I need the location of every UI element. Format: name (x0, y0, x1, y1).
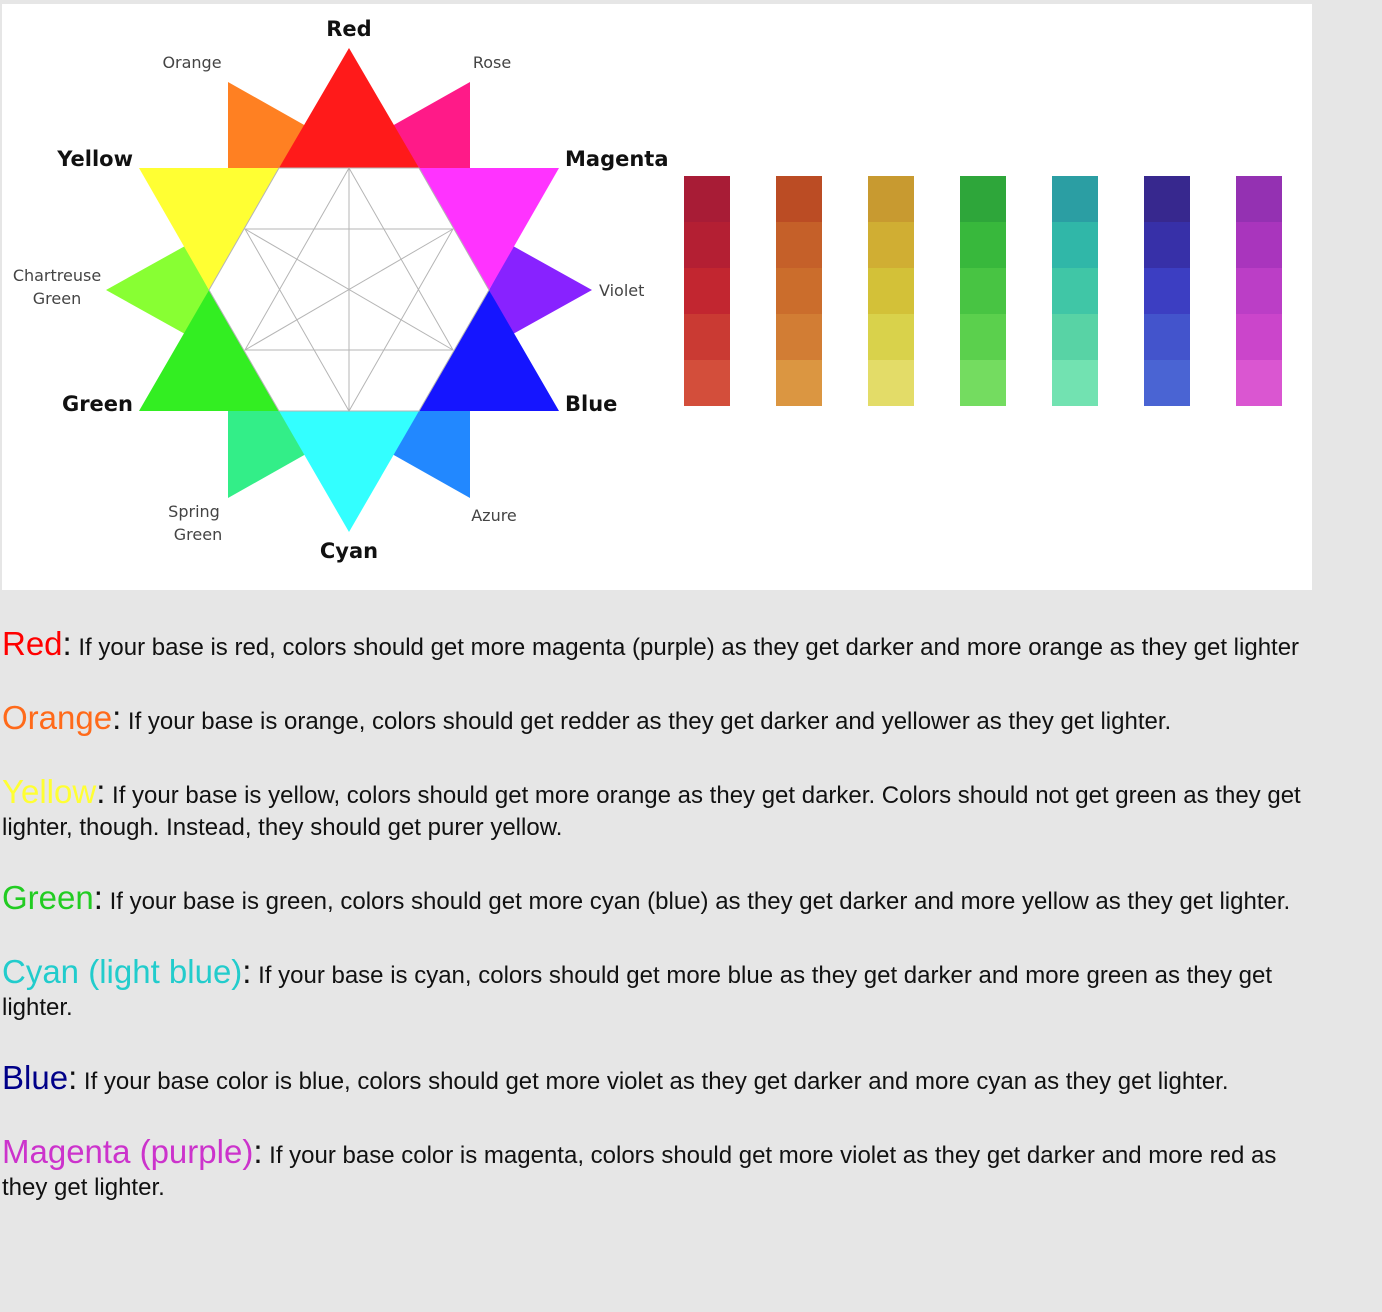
colon: : (96, 773, 106, 810)
swatch-red-2 (684, 222, 730, 268)
swatch-yellow-5 (868, 360, 914, 406)
label-yellow: Yellow (57, 147, 133, 171)
description-paragraph (2, 625, 1312, 664)
swatch-green-2 (960, 222, 1006, 268)
swatch-cyan-3 (1052, 268, 1098, 314)
swatch-column-orange (776, 176, 822, 406)
label-chartreuse: Chartreuse (12, 266, 102, 285)
label-spring: Spring (168, 502, 220, 521)
color-figure (2, 4, 1312, 590)
swatch-magenta-3 (1236, 268, 1282, 314)
swatch-yellow-1 (868, 176, 914, 222)
swatch-column-magenta (1236, 176, 1282, 406)
description-text: If your base is red, colors should get more magenta (purple) as they get darker and more orange as they get lighter (78, 634, 1300, 661)
swatch-yellow-2 (868, 222, 914, 268)
swatch-green-3 (960, 268, 1006, 314)
color-descriptions (2, 625, 1312, 1242)
swatch-column-cyan (1052, 176, 1098, 406)
swatch-yellow-4 (868, 314, 914, 360)
label-rose: Rose (472, 53, 512, 72)
swatch-magenta-4 (1236, 314, 1282, 360)
swatch-red-3 (684, 268, 730, 314)
swatch-red-1 (684, 176, 730, 222)
swatch-orange-5 (776, 360, 822, 406)
triangle-red (279, 48, 419, 168)
swatch-cyan-2 (1052, 222, 1098, 268)
swatch-blue-3 (1144, 268, 1190, 314)
description-paragraph (2, 699, 1312, 738)
swatch-green-1 (960, 176, 1006, 222)
label-violet: Violet (599, 281, 645, 300)
swatch-orange-1 (776, 176, 822, 222)
colon: : (68, 1059, 78, 1096)
color-name: Green (2, 879, 94, 916)
label-chartreuse-green: Green (32, 289, 82, 308)
swatch-blue-2 (1144, 222, 1190, 268)
swatch-orange-3 (776, 268, 822, 314)
colon: : (112, 699, 122, 736)
swatch-magenta-1 (1236, 176, 1282, 222)
swatch-green-4 (960, 314, 1006, 360)
swatch-yellow-3 (868, 268, 914, 314)
description-paragraph (2, 1133, 1312, 1204)
swatch-orange-2 (776, 222, 822, 268)
colon: : (93, 879, 103, 916)
swatch-orange-4 (776, 314, 822, 360)
color-name: Blue (2, 1059, 69, 1096)
label-cyan: Cyan (319, 539, 379, 563)
colon: : (253, 1133, 263, 1170)
swatch-column-red (684, 176, 730, 406)
color-name: Red (2, 625, 63, 662)
label-spring-green: Green (173, 525, 223, 544)
swatch-column-yellow (868, 176, 914, 406)
description-paragraph (2, 953, 1312, 1024)
swatch-cyan-4 (1052, 314, 1098, 360)
description-text: If your base color is magenta, colors should get more violet as they get darker and more red as they get lighter. (2, 1142, 1277, 1201)
description-text: If your base is cyan, colors should get more blue as they get darker and more green as they get lighter. (2, 962, 1273, 1021)
swatch-column-blue (1144, 176, 1190, 406)
color-name: Cyan (light blue) (2, 953, 243, 990)
colon: : (242, 953, 252, 990)
swatch-magenta-2 (1236, 222, 1282, 268)
description-paragraph (2, 773, 1312, 844)
color-name: Yellow (2, 773, 97, 810)
color-figure-panel (2, 4, 1312, 590)
color-name: Magenta (purple) (2, 1133, 254, 1170)
swatch-magenta-5 (1236, 360, 1282, 406)
swatch-red-4 (684, 314, 730, 360)
description-text: If your base is yellow, colors should get more orange as they get darker. Colors should not get green as they get lighter, though. Instead, they should get purer yellow. (2, 782, 1301, 841)
swatch-cyan-1 (1052, 176, 1098, 222)
shade-swatches (684, 176, 1282, 406)
swatch-green-5 (960, 360, 1006, 406)
swatch-column-green (960, 176, 1006, 406)
swatch-blue-1 (1144, 176, 1190, 222)
colon: : (62, 625, 72, 662)
label-green: Green (61, 392, 133, 416)
description-text: If your base is orange, colors should get redder as they get darker and yellower as they get lighter. (127, 708, 1172, 735)
description-paragraph (2, 879, 1312, 918)
label-azure: Azure (471, 506, 517, 525)
description-text: If your base color is blue, colors should get more violet as they get darker and more cyan as they get lighter. (83, 1068, 1229, 1095)
color-name: Orange (2, 699, 113, 736)
label-red: Red (326, 17, 372, 41)
description-paragraph (2, 1059, 1312, 1098)
swatch-red-5 (684, 360, 730, 406)
label-magenta: Magenta (565, 147, 669, 171)
swatch-blue-5 (1144, 360, 1190, 406)
triangle-cyan (279, 411, 419, 532)
label-orange: Orange (162, 53, 222, 72)
label-blue: Blue (565, 392, 618, 416)
swatch-cyan-5 (1052, 360, 1098, 406)
description-text: If your base is green, colors should get more cyan (blue) as they get darker and more yellow as they get lighter. (109, 888, 1291, 915)
swatch-blue-4 (1144, 314, 1190, 360)
